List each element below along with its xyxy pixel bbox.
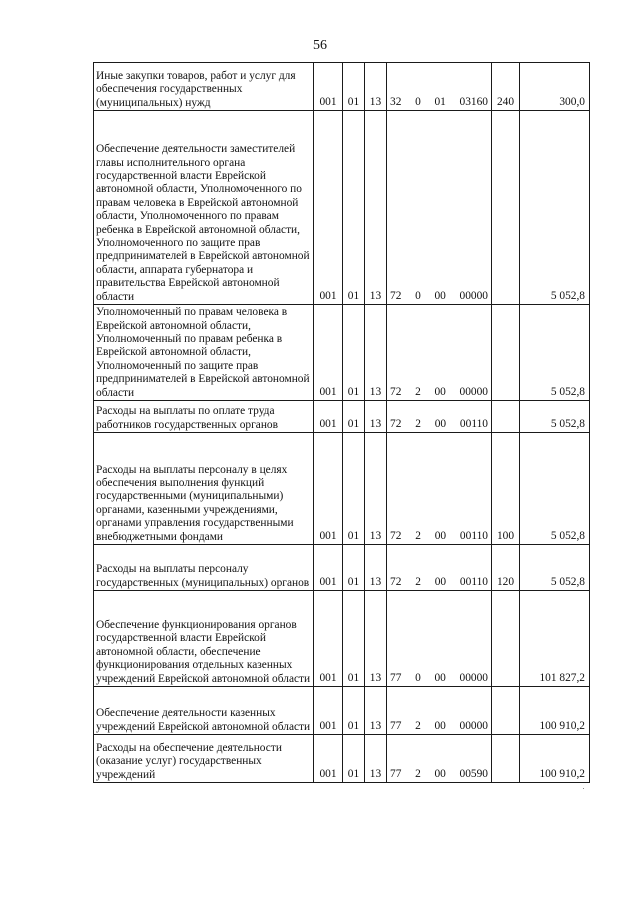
target-program-code [389,386,489,399]
target-program-part: 00000 [459,385,488,398]
expense-type-cell [492,401,520,433]
target-program-cell [387,687,492,735]
target-program-code [389,576,489,589]
section-code-cell: 01 [343,401,365,433]
amount-cell: 101 827,2 [520,591,590,687]
subsection-code-cell: 13 [365,591,387,687]
row-name-cell: Расходы на выплаты персоналу государственных (муниципальных) органов [94,545,314,591]
row-name-cell: Расходы на выплаты персоналу в целях обеспечения выполнения функций государственными (муниципальными) органами, казенными учреждениями, органами управления государственными внебюджетными фондами [94,433,314,545]
target-program-cell [387,305,492,401]
subsection-code-cell: 13 [365,305,387,401]
target-program-part: 00110 [459,575,488,588]
table-row [94,735,590,783]
target-program-part: 2 [415,767,421,780]
target-program-part: 00 [434,289,446,302]
target-program-part: 72 [390,417,402,430]
table-row [94,111,590,305]
target-program-part: 00590 [459,767,488,780]
table-body [94,63,590,783]
row-name-cell: Расходы на обеспечение деятельности (оказание услуг) государственных учреждений [94,735,314,783]
subsection-code-cell: 13 [365,687,387,735]
table-row [94,433,590,545]
subsection-code-cell: 13 [365,111,387,305]
row-name-cell: Обеспечение деятельности заместителей главы исполнительного органа государственной власти Еврейской автономной области, Уполномоченного по правам человека в Еврейской автономной области, Уполномоченного по правам ребенка в Еврейской автономной области, Уполномоченного по защите прав предпринимателей в Еврейской автономной области, аппарата губернатора и правительства Еврейской автономной области [94,111,314,305]
amount-cell: 5 052,8 [520,111,590,305]
target-program-part: 72 [390,385,402,398]
target-program-part: 77 [390,719,402,732]
subsection-code-cell: 13 [365,545,387,591]
expense-type-cell: 120 [492,545,520,591]
ministry-code-cell: 001 [314,735,343,783]
target-program-part: 00 [434,767,446,780]
table-row [94,545,590,591]
table-row [94,687,590,735]
amount-cell: 5 052,8 [520,401,590,433]
target-program-part: 77 [390,767,402,780]
subsection-code-cell: 13 [365,63,387,111]
target-program-code [389,290,489,303]
row-name-cell: Обеспечение функционирования органов государственной власти Еврейской автономной области, обеспечение функционирования отдельных казенных учреждений Еврейской автономной области [94,591,314,687]
expense-type-cell [492,687,520,735]
table-row [94,401,590,433]
subsection-code-cell: 13 [365,735,387,783]
expense-type-cell [492,111,520,305]
section-code-cell: 01 [343,591,365,687]
target-program-cell [387,545,492,591]
row-name-cell: Обеспечение деятельности казенных учреждений Еврейской автономной области [94,687,314,735]
row-name-cell: Уполномоченный по правам человека в Еврейской автономной области, Уполномоченный по правам ребенка в Еврейской автономной области, Уполномоченный по защите прав предпринимателей в Еврейской автономной области [94,305,314,401]
target-program-part: 32 [390,95,402,108]
amount-cell: 5 052,8 [520,433,590,545]
section-code-cell: 01 [343,111,365,305]
target-program-part: 00 [434,529,447,542]
row-name-cell: Иные закупки товаров, работ и услуг для обеспечения государственных (муниципальных) нужд [94,63,314,111]
expense-type-cell [492,735,520,783]
target-program-part: 2 [415,575,421,588]
target-program-part: 0 [415,671,421,684]
target-program-code [389,418,489,431]
target-program-part: 03160 [459,95,488,108]
section-code-cell: 01 [343,63,365,111]
ministry-code-cell: 001 [314,687,343,735]
target-program-part: 0 [415,289,421,302]
subsection-code-cell: 13 [365,401,387,433]
subsection-code-cell: 13 [365,433,387,545]
target-program-part: 00110 [459,529,488,542]
target-program-part: 72 [390,575,402,588]
target-program-code [389,96,489,109]
target-program-part: 00 [434,417,447,430]
expense-type-cell [492,305,520,401]
target-program-code [389,720,489,733]
target-program-part: 2 [415,529,421,542]
target-program-part: 00 [434,385,446,398]
budget-table [93,62,590,783]
section-code-cell: 01 [343,687,365,735]
target-program-cell [387,111,492,305]
target-program-cell [387,63,492,111]
target-program-part: 2 [415,417,421,430]
amount-cell: 100 910,2 [520,687,590,735]
row-name-cell: Расходы на выплаты по оплате труда работников государственных органов [94,401,314,433]
target-program-part: 77 [390,671,402,684]
target-program-part: 72 [390,529,402,542]
target-program-part: 00 [434,575,447,588]
section-code-cell: 01 [343,433,365,545]
ministry-code-cell: 001 [314,305,343,401]
section-code-cell: 01 [343,545,365,591]
target-program-part: 00 [434,719,446,732]
target-program-part: 00 [434,671,446,684]
amount-cell: 100 910,2 [520,735,590,783]
expense-type-cell [492,591,520,687]
target-program-part: 2 [415,719,421,732]
ministry-code-cell: 001 [314,545,343,591]
target-program-code [389,530,489,543]
ministry-code-cell: 001 [314,433,343,545]
table-row [94,591,590,687]
expense-type-cell: 100 [492,433,520,545]
section-code-cell: 01 [343,735,365,783]
amount-cell: 300,0 [520,63,590,111]
table-row [94,63,590,111]
expense-type-cell: 240 [492,63,520,111]
target-program-cell [387,401,492,433]
target-program-cell [387,433,492,545]
target-program-part: 00110 [459,417,488,430]
target-program-part: 01 [434,95,446,108]
ministry-code-cell: 001 [314,111,343,305]
target-program-part: 00000 [459,719,488,732]
target-program-code [389,672,489,685]
target-program-cell [387,591,492,687]
ministry-code-cell: 001 [314,401,343,433]
amount-cell: 5 052,8 [520,305,590,401]
ministry-code-cell: 001 [314,591,343,687]
table-row [94,305,590,401]
target-program-part: 2 [415,385,421,398]
target-program-part: 00000 [459,671,488,684]
ministry-code-cell: 001 [314,63,343,111]
section-code-cell: 01 [343,305,365,401]
scan-artifact [583,788,584,789]
target-program-part: 0 [415,95,421,108]
amount-cell: 5 052,8 [520,545,590,591]
page-number: 56 [313,38,327,53]
target-program-part: 00000 [459,289,488,302]
target-program-part: 72 [390,289,402,302]
target-program-code [389,768,489,781]
target-program-cell [387,735,492,783]
